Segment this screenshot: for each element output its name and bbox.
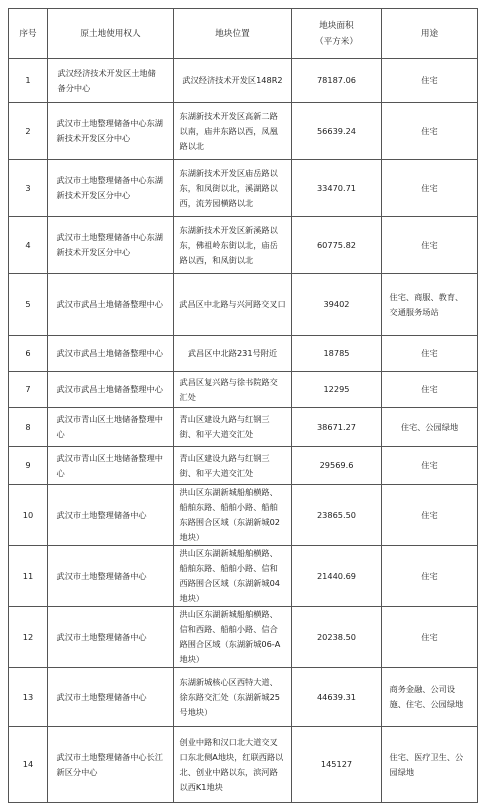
cell-area: 29569.6 xyxy=(292,447,382,485)
cell-use: 住宅 xyxy=(421,384,438,394)
cell-use: 住宅 xyxy=(421,125,438,136)
header-location: 地块位置 xyxy=(174,9,292,59)
cell-owner: 武汉市武昌土地储备整理中心 xyxy=(56,299,163,309)
cell-use: 住宅 xyxy=(421,182,438,193)
cell-use: 住宅 xyxy=(421,239,438,250)
cell-area: 56639.24 xyxy=(292,103,382,160)
cell-no: 14 xyxy=(9,727,48,803)
cell-owner: 武汉市青山区土地储备整理中心 xyxy=(56,414,163,439)
cell-location: 武汉经济技术开发区148R2 xyxy=(182,75,283,85)
cell-no: 13 xyxy=(9,668,48,727)
header-area-unit: （平方米） xyxy=(315,36,358,47)
cell-location: 武昌区中北路与兴河路交叉口 xyxy=(179,299,286,309)
header-area xyxy=(292,9,382,59)
cell-owner: 武汉市武昌土地储备整理中心 xyxy=(56,384,163,394)
table-row xyxy=(9,727,478,803)
cell-use: 住宅 xyxy=(421,348,438,358)
cell-use: 住宅、公园绿地 xyxy=(400,421,459,432)
table-row xyxy=(9,372,478,408)
cell-no: 10 xyxy=(9,485,48,546)
cell-use: 商务金融、公司设施、住宅、公园绿地 xyxy=(389,684,464,709)
cell-no: 9 xyxy=(9,447,48,485)
cell-no: 6 xyxy=(9,336,48,372)
table-row xyxy=(9,607,478,668)
cell-no: 5 xyxy=(9,274,48,336)
cell-use: 住宅、商服、教育、交通服务场站 xyxy=(389,291,464,317)
cell-location: 武昌区中北路231号附近 xyxy=(187,348,278,358)
cell-owner: 武汉市武昌土地储备整理中心 xyxy=(56,348,163,358)
cell-location: 洪山区东湖新城船舶横路、船舶东路、船舶小路、信和西路围合区域（东湖新城04地块） xyxy=(179,548,280,603)
cell-area: 39402 xyxy=(292,274,382,336)
table-row xyxy=(9,160,478,217)
cell-owner: 武汉市土地整理储备中心东湖新技术开发区分中心 xyxy=(56,232,163,257)
cell-location: 洪山区东湖新城船舶横路、船舶东路、船舶小路、船舶东路围合区域（东湖新城02地块） xyxy=(179,487,280,542)
cell-no: 8 xyxy=(9,408,48,447)
cell-no: 3 xyxy=(9,160,48,217)
cell-location: 青山区建设九路与红钢三街、和平大道交汇处 xyxy=(179,452,270,478)
cell-owner: 武汉市土地整理储备中心东湖新技术开发区分中心 xyxy=(56,118,163,143)
table-row xyxy=(9,274,478,336)
cell-owner: 武汉市土地整理储备中心 xyxy=(56,691,147,702)
cell-use: 住宅 xyxy=(421,509,438,520)
cell-use: 住宅 xyxy=(421,75,438,85)
cell-area: 33470.71 xyxy=(292,160,382,217)
cell-use: 住宅 xyxy=(421,631,438,642)
cell-location: 东湖新技术开发区庙岳路以东，和凤街以北，溪湖路以西，流芳园横路以北 xyxy=(179,167,278,208)
cell-area: 78187.06 xyxy=(292,59,382,103)
table-row xyxy=(9,668,478,727)
cell-owner: 武汉市土地整理储备中心 xyxy=(56,509,147,520)
cell-area: 12295 xyxy=(292,372,382,408)
cell-location: 东湖新技术开发区新溪路以东，佛祖岭东街以北，庙岳路以西，和凤街以北 xyxy=(179,224,278,265)
cell-area: 38671.27 xyxy=(292,408,382,447)
cell-use: 住宅、医疗卫生、公园绿地 xyxy=(389,751,464,777)
cell-no: 2 xyxy=(9,103,48,160)
cell-location: 武昌区复兴路与徐书院路交汇处 xyxy=(179,376,278,402)
cell-no: 4 xyxy=(9,217,48,274)
cell-owner: 武汉市土地整理储备中心 xyxy=(56,631,147,642)
cell-area: 21440.69 xyxy=(292,546,382,607)
cell-area: 20238.50 xyxy=(292,607,382,668)
table-row xyxy=(9,485,478,546)
table-row xyxy=(9,546,478,607)
cell-owner: 武汉市土地整理储备中心东湖新技术开发区分中心 xyxy=(56,175,163,200)
cell-owner: 武汉市青山区土地储备整理中心 xyxy=(56,452,163,478)
header-area-title: 地块面积 xyxy=(319,20,354,31)
table-row xyxy=(9,447,478,485)
cell-owner: 武汉经济技术开发区土地储备分中心 xyxy=(57,67,156,93)
cell-location: 青山区建设九路与红钢三街、和平大道交汇处 xyxy=(179,414,270,439)
cell-area: 145127 xyxy=(292,727,382,803)
cell-no: 1 xyxy=(9,59,48,103)
cell-use: 住宅 xyxy=(421,460,438,470)
table-row xyxy=(9,336,478,372)
cell-area: 23865.50 xyxy=(292,485,382,546)
cell-use: 住宅 xyxy=(421,570,438,581)
cell-location: 洪山区东湖新城船舶横路、信和西路、船舶小路、信合路围合区域（东湖新城06-A地块） xyxy=(179,609,281,664)
cell-area: 18785 xyxy=(292,336,382,372)
table-row xyxy=(9,103,478,160)
table-row xyxy=(9,408,478,447)
table-row xyxy=(9,217,478,274)
cell-no: 11 xyxy=(9,546,48,607)
header-no: 序号 xyxy=(9,9,48,59)
cell-owner: 武汉市土地整理储备中心 xyxy=(56,570,147,581)
cell-no: 7 xyxy=(9,372,48,408)
header-use: 用途 xyxy=(382,9,478,59)
cell-owner: 武汉市土地整理储备中心长江新区分中心 xyxy=(56,751,163,777)
cell-location: 东湖新城核心区西特大道、徐东路交汇处（东湖新城25号地块） xyxy=(179,676,280,717)
cell-location: 东湖新技术开发区高新二路以南，庙井东路以西，凤凰路以北 xyxy=(179,110,278,151)
cell-location: 创业中路和汉口北大道交叉口东北侧A地块，红联西路以北、创业中路以东，滨河路以西K1地块 xyxy=(179,736,284,792)
table-header-row xyxy=(9,9,478,59)
cell-area: 44639.31 xyxy=(292,668,382,727)
table-row xyxy=(9,59,478,103)
land-parcel-table xyxy=(8,8,478,803)
cell-area: 60775.82 xyxy=(292,217,382,274)
header-owner: 原土地使用权人 xyxy=(48,9,174,59)
cell-no: 12 xyxy=(9,607,48,668)
